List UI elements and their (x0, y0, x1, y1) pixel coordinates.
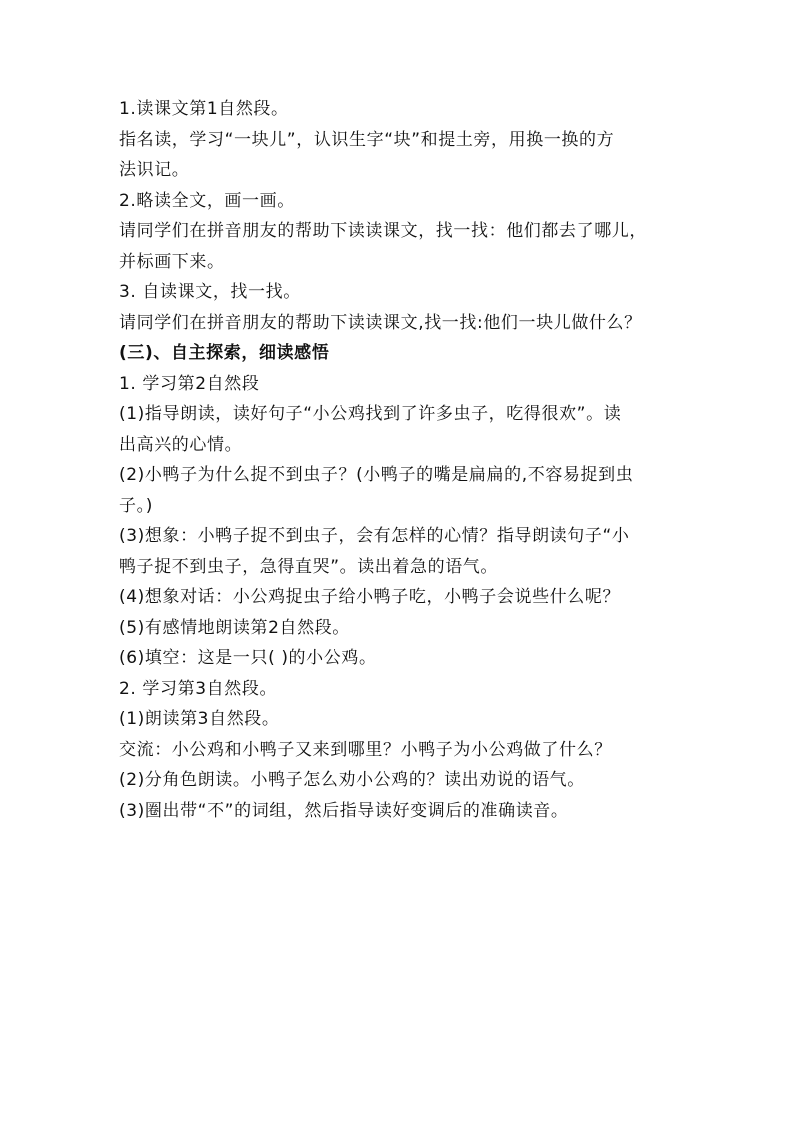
step-1-text-line-1: 指名读，学习“一块儿”，认识生字“块”和提土旁，用换一换的方 (119, 129, 615, 150)
item-3-line-2: 鸭子捉不到虫子，急得直哭”。读出着急的语气。 (119, 556, 499, 577)
part-1-heading: 1. 学习第2自然段 (119, 373, 260, 394)
part-2-item-3: (3)圈出带“不”的词组，然后指导读好变调后的准确读音。 (119, 800, 569, 821)
item-6: (6)填空：这是一只( )的小公鸡。 (119, 648, 377, 668)
part-2-exchange: 交流：小公鸡和小鸭子又来到哪里？小鸭子为小公鸡做了什么？ (119, 739, 612, 760)
step-2-text-line-2: 并标画下来。 (119, 251, 225, 272)
part-2-heading: 2. 学习第3自然段。 (119, 678, 278, 699)
step-2-text-line-1: 请同学们在拼音朋友的帮助下读读课文，找一找：他们都去了哪儿， (119, 221, 647, 241)
step-2-heading: 2.略读全文，画一画。 (119, 190, 295, 211)
step-1-text-line-2: 法识记。 (119, 160, 190, 180)
step-3-text: 请同学们在拼音朋友的帮助下读读课文,找一找:他们一块儿做什么？ (119, 312, 642, 333)
item-3-line-1: (3)想象：小鸭子捉不到虫子，会有怎样的心情？指导朗读句子“小 (119, 526, 630, 546)
item-1-line-1: (1)指导朗读，读好句子“小公鸡找到了许多虫子，吃得很欢”。读 (119, 404, 622, 424)
item-2-line-1: (2)小鸭子为什么捉不到虫子？(小鸭子的嘴是扁扁的,不容易捉到虫 (119, 465, 634, 485)
item-4: (4)想象对话：小公鸡捉虫子给小鸭子吃，小鸭子会说些什么呢？ (119, 587, 621, 607)
section-three-title: (三)、自主探索，细读感悟 (119, 343, 330, 363)
part-2-item-1: (1)朗读第3自然段。 (119, 709, 280, 729)
part-2-item-2: (2)分角色朗读。小鸭子怎么劝小公鸡的？读出劝说的语气。 (119, 770, 585, 790)
item-5: (5)有感情地朗读第2自然段。 (119, 617, 350, 638)
item-2-line-2: 子。) (119, 495, 153, 516)
step-1-heading: 1.读课文第1自然段。 (119, 99, 289, 119)
item-1-line-2: 出高兴的心情。 (119, 434, 243, 455)
document-body (119, 94, 689, 826)
step-3-heading: 3. 自读课文，找一找。 (119, 282, 301, 302)
